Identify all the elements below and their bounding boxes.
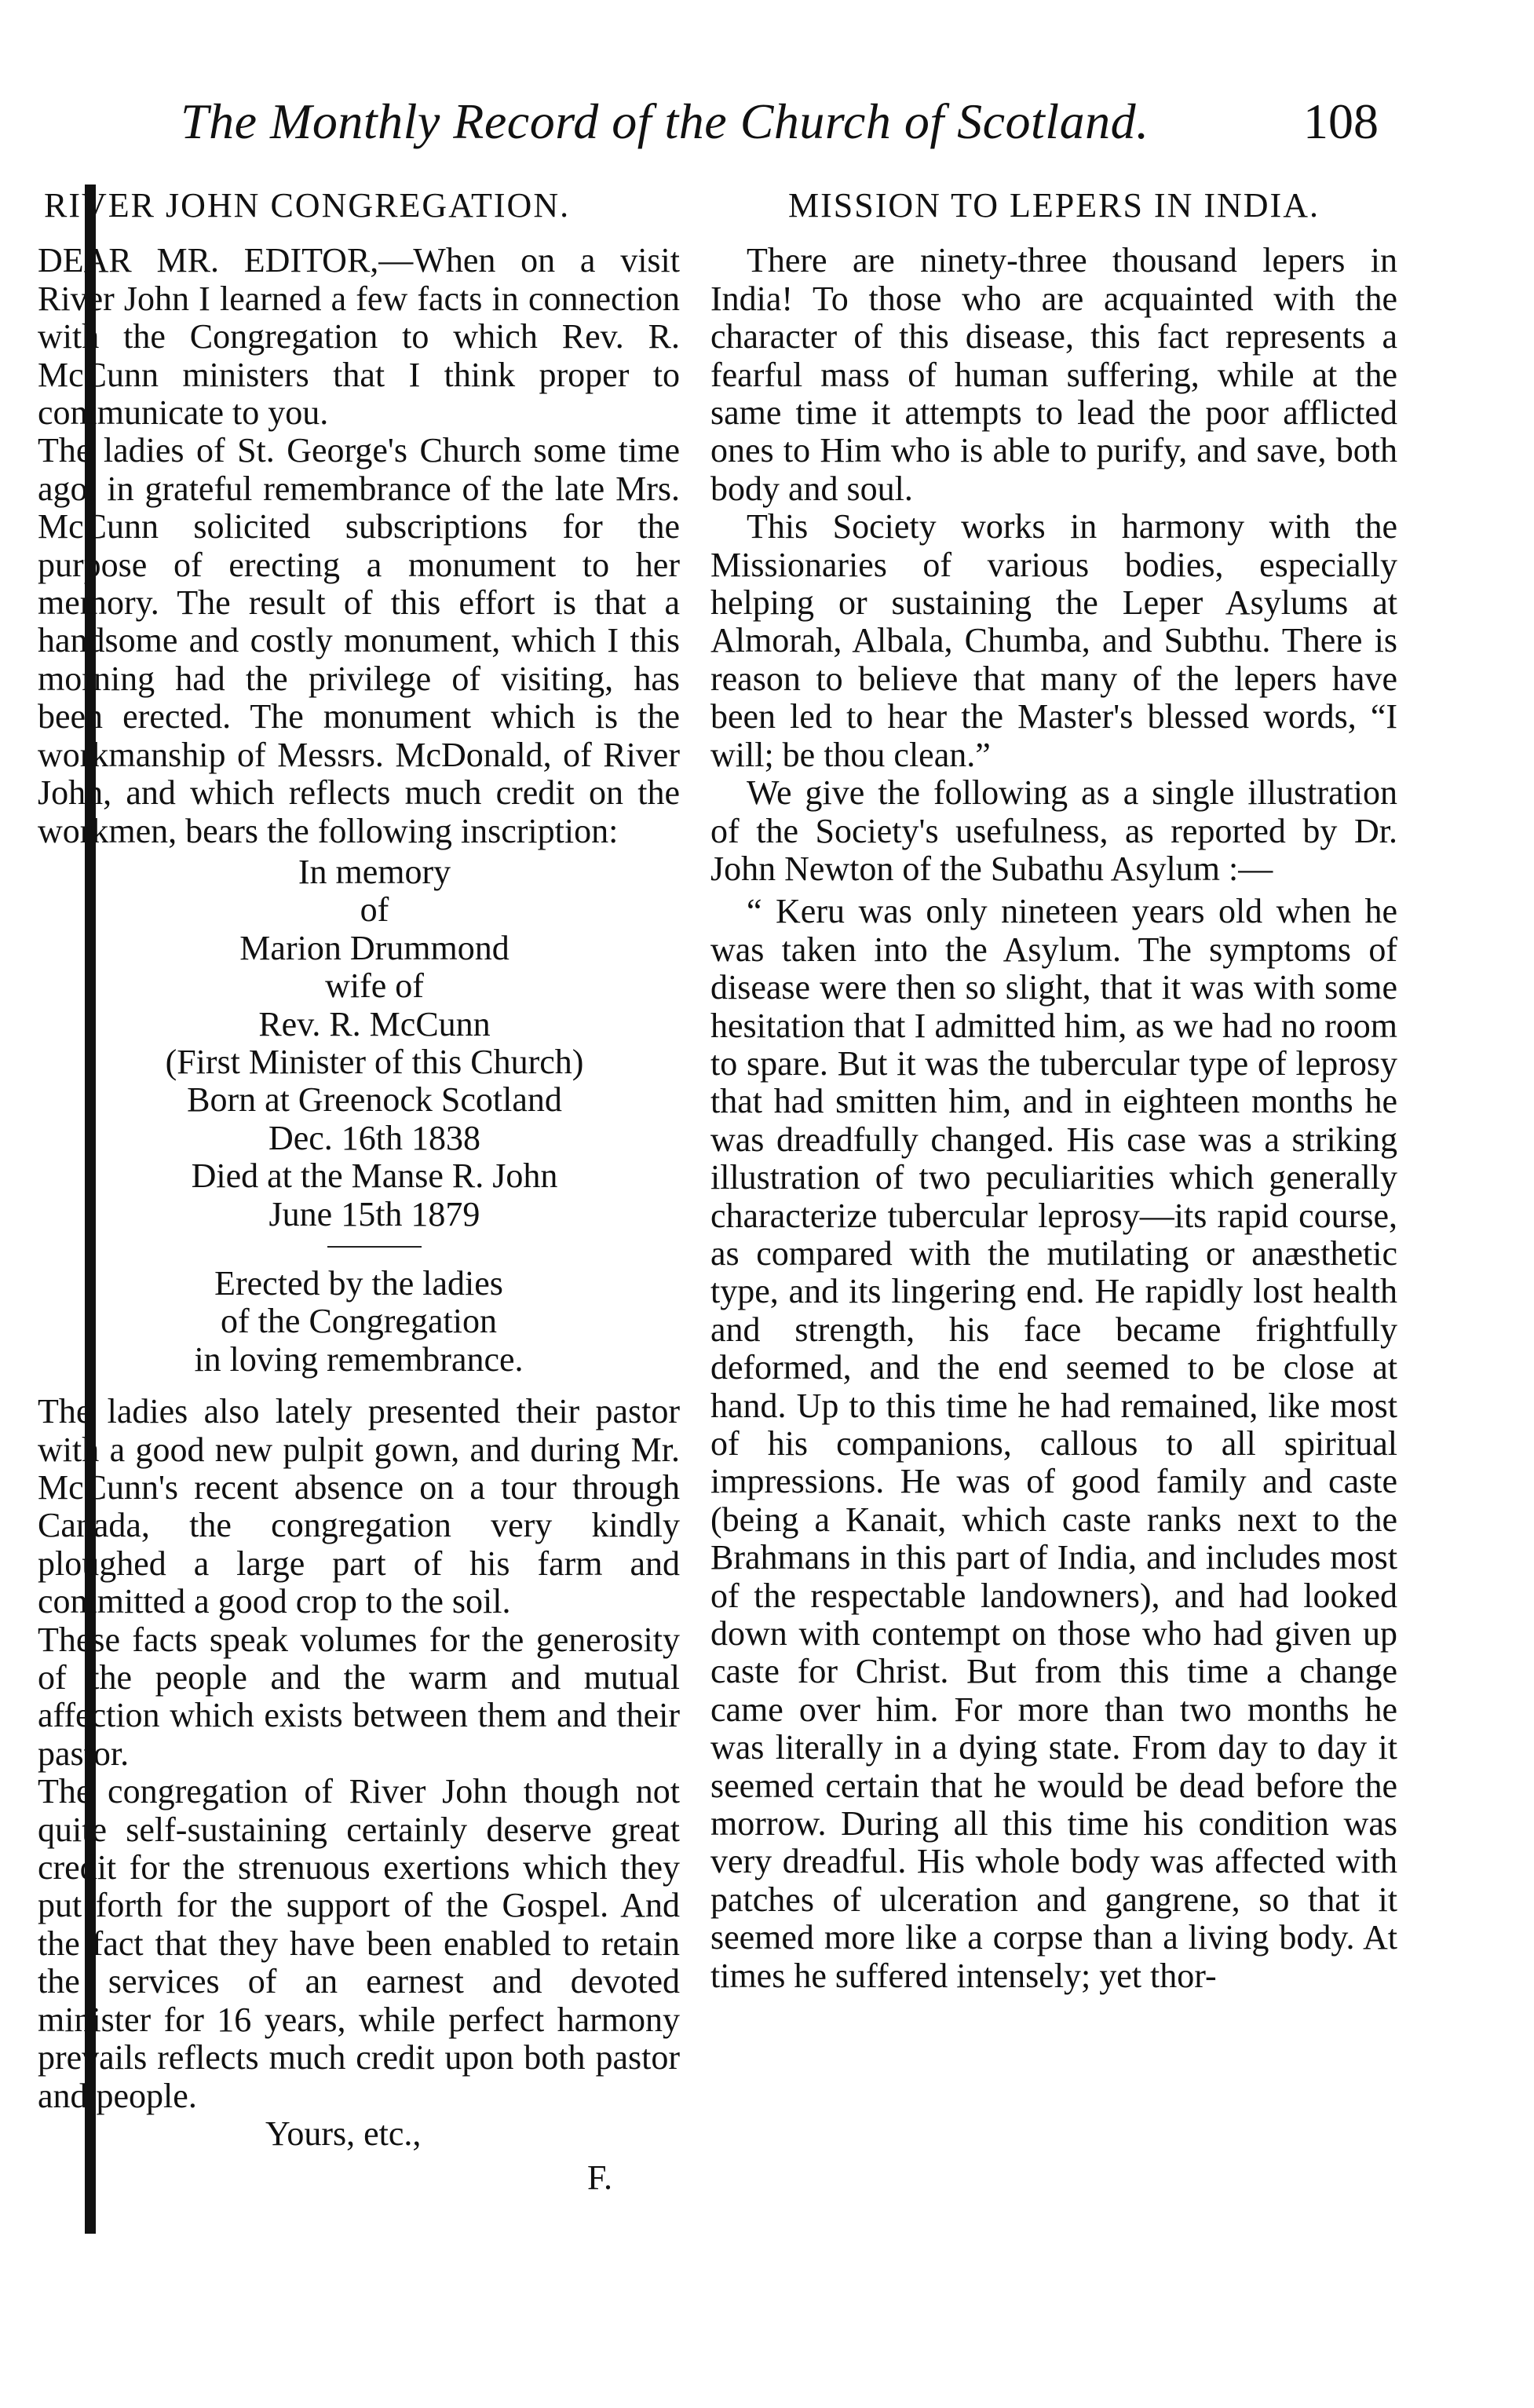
left-paragraph: The ladies of St. George's Church some time ago, in grateful remembrance of the late Mrs. McCunn solicited subscriptions for the purpose of erecting a monument to her memory. The result of this effort is that a handsome and costly monument, which I this morning had the privilege of visiting, has been erected. The monument which is the workmanship of Messrs. McDonald, of River John, and which reflects much credit on the workmen, bears the following inscription: (38, 431, 680, 850)
left-paragraph: The ladies also lately presented their pastor with a good new pulpit gown, and during Mr. McCunn's recent absence on a tour through Canada, the congregation very kindly ploughed a large part of his farm and committed a good crop to the soil. (38, 1392, 680, 1621)
inscription-line: wife of (325, 966, 424, 1006)
erected-by-block (38, 1265, 680, 1379)
inscription-line: Born at Greenock Scotland (187, 1080, 562, 1120)
left-article-heading: RIVER JOHN CONGREGATION. (44, 186, 571, 225)
right-article-heading: MISSION TO LEPERS IN INDIA. (788, 186, 1320, 225)
left-article-body (38, 242, 680, 850)
right-paragraph-quote: “ Keru was only nineteen years old when he was taken into the Asylum. The symptoms of disease were then so slight, that it was with some hesitation that I admitted him, as we had no room to spare. But it was the tubercular type of leprosy that had smitten him, and in eighteen months he was dreadfully changed. His case was a striking illustration of two peculiarities which generally characterize tubercular leprosy—its rapid course, as compared with the mutilating or anæsthetic type, and its lingering end. He rapidly lost health and strength, his face became frightfully deformed, and the end seemed to be close at hand. Up to this time he had remained, like most of his companions, callous to all spiritual impressions. He was of good family and caste (being a Kanait, which caste ranks next to the Brahmans in this part of India, and includes most of the respectable landowners), and had looked down with contempt on those who had given up caste for Christ. But from this time a change came over him. For more than two months he was literally in a dying state. From day to day it seemed certain that he would be dead before the morrow. During all this time his condition was very dreadful. His whole body was affected with patches of ulceration and gangrene, so that it seemed more like a corpse than a living body. At times he suffered intensely; yet thor- (710, 892, 1397, 1995)
inscription-line: Died at the Manse R. John (191, 1156, 558, 1196)
inscription-line: Dec. 16th 1838 (268, 1118, 481, 1157)
inscription-line: Marion Drummond (239, 928, 510, 967)
signoff-yours: Yours, etc., (265, 2114, 422, 2153)
left-paragraph: DEAR MR. EDITOR,—When on a visit River John I learned a few facts in connection with the Congregation to which Rev. R. McCunn ministers that I think proper to communicate to you. (38, 241, 680, 433)
left-paragraph: The congregation of River John though not quite self-sustaining certainly deserve great credit for the strenuous exertions which they put forth for the support of the Gospel. And the fact that they have been enabled to retain the services of an earnest and devoted minister for 16 years, while perfect harmony prevails reflects much credit upon both pastor and people. (38, 1772, 680, 2115)
inscription-line: (First Minister of this Church) (165, 1042, 584, 1081)
erected-line: in loving remembrance. (194, 1339, 524, 1379)
inscription-line: June 15th 1879 (268, 1194, 480, 1233)
right-paragraph: This Society works in harmony with the Missionaries of various bodies, especially helping or sustaining the Leper Asylums at Almorah, Albala, Chumba, and Subthu. There is reason to believe that many of the lepers have been led to hear the Master's blessed words, “I will; be thou clean.” (710, 507, 1397, 774)
right-column (710, 187, 1397, 1995)
left-paragraph: These facts speak volumes for the generosity of the people and the warm and mutual affection which exists between them and their pastor. (38, 1620, 680, 1773)
author-initial: F. (587, 2158, 612, 2197)
right-paragraph: We give the following as a single illustration of the Society's usefulness, as reported by Dr. John Newton of the Subathu Asylum :— (710, 773, 1397, 888)
monument-inscription (38, 853, 680, 1248)
left-column (38, 186, 680, 2197)
inscription-line: of (360, 890, 389, 930)
erected-line: Erected by the ladies (214, 1263, 503, 1303)
right-paragraph: There are ninety-three thousand lepers in India! To those who are acquainted with the character of this disease, this fact represents a fearful mass of human suffering, while at the same time it attempts to lead the poor afflicted ones to Him who is able to purify, and save, both body and soul. (710, 241, 1397, 508)
erected-line: of the Congregation (221, 1302, 497, 1341)
signoff (38, 2114, 680, 2197)
inscription-line: Rev. R. McCunn (258, 1004, 491, 1043)
inscription-divider (327, 1246, 422, 1248)
page-number: 108 (1303, 93, 1379, 149)
left-article-closing (38, 1393, 680, 2115)
running-head: The Monthly Record of the Church of Scotland. (181, 93, 1149, 149)
inscription-line: In memory (298, 852, 451, 891)
